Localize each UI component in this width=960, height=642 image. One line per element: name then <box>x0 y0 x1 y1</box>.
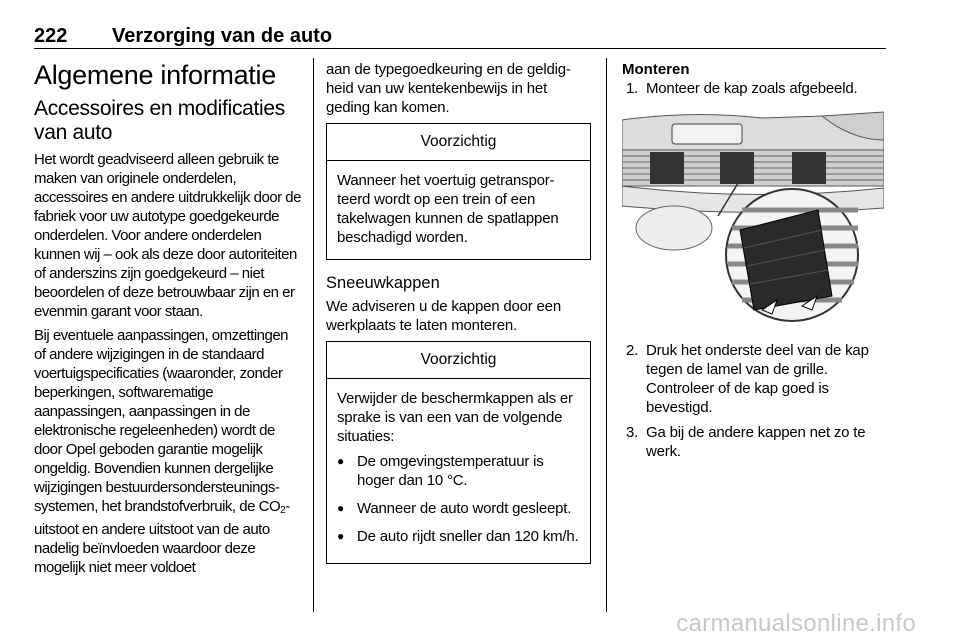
step-text: Druk het onderste deel van de kap tegen de lamel van de grille. Controleer of de kap goed is bevestigd. <box>646 342 869 416</box>
chapter-title: Verzorging van de auto <box>112 25 333 47</box>
paragraph: We adviseren u de kappen door een werkplaats te laten monteren. <box>326 298 561 334</box>
step-item <box>622 423 888 461</box>
steps-list <box>622 341 888 461</box>
step-number: 2. <box>626 342 639 359</box>
step-item <box>622 341 888 417</box>
steps-list <box>622 79 888 98</box>
caution-text: Verwijder de beschermkappen als er sprake is van een van de volgende situaties: <box>337 390 573 445</box>
page-number: 222 <box>34 25 68 47</box>
step-number: 1. <box>626 80 639 97</box>
column-2 <box>326 60 591 578</box>
paragraph: Het wordt geadviseerd alleen gebruik te maken van originele onderdelen, accessoires en andere uitdrukkelijk door de fabriek voor uw autotype goedgekeurde onderdelen. Voor andere onderdelen kunnen wij – ook als deze door autoriteiten of anderszins zijn goedgekeurd – niet beoordelen of deze betrouwbaar zijn en er evenmin garant voor staan. <box>34 151 301 320</box>
section-title: Algemene informatie <box>34 60 276 90</box>
column-3 <box>622 60 888 467</box>
paragraph-part: -uitstoot en andere uitstoot van de auto nadelig beïnvloeden waardoor deze mogelijk niet meer voldoet <box>34 498 290 576</box>
caution-box <box>326 123 591 260</box>
bullet-list <box>337 452 580 546</box>
list-item: ● Wanneer de auto wordt gesleept. <box>337 499 580 518</box>
snow-cover-illustration <box>622 110 884 322</box>
paragraph <box>34 326 302 577</box>
watermark: carmanualsonline.info <box>676 610 916 637</box>
step-text: Monteer de kap zoals afgebeeld. <box>646 80 858 97</box>
caution-box <box>326 341 591 564</box>
section-subtitle: Accessoires en modificaties van auto <box>34 97 286 144</box>
list-item: ● De omgevingstemperatuur is hoger dan 10 °C. <box>337 452 580 490</box>
list-item: ● De auto rijdt sneller dan 120 km/h. <box>337 527 580 546</box>
column-divider <box>606 58 607 612</box>
column-1 <box>34 60 302 582</box>
paragraph-part: Bij eventuele aanpassingen, omzettingen of andere wijzigingen in de standaard voertuigspecificaties (waaronder, zonder beperkingen, softwarematige aanpassingen, aanpassingen in de elektronische regeleenheden) wordt de door Opel geboden garantie mogelijk ongeldig. Bovendien kunnen dergelijke wijzigingen bestuurdersondersteuningssystemen, het brandstofverbruik, de CO <box>34 327 289 515</box>
subsection-label: Monteren <box>622 61 690 78</box>
section-heading: Sneeuwkappen <box>326 274 440 292</box>
page-header <box>34 26 886 49</box>
paragraph: aan de typegoedkeuring en de geldigheid van uw kentekenbewijs in het geding kan komen. <box>326 61 571 116</box>
step-number: 3. <box>626 424 639 441</box>
step-item <box>622 79 888 98</box>
step-text: Ga bij de andere kappen net zo te werk. <box>646 424 866 460</box>
subscript: 2 <box>280 505 286 516</box>
caution-title: Voorzichtig <box>327 342 590 379</box>
caution-text: Wanneer het voertuig getransporteerd wordt op een trein of een takelwagen kunnen de spatlappen beschadigd worden. <box>337 172 559 246</box>
caution-title: Voorzichtig <box>327 124 590 161</box>
column-divider <box>313 58 314 612</box>
